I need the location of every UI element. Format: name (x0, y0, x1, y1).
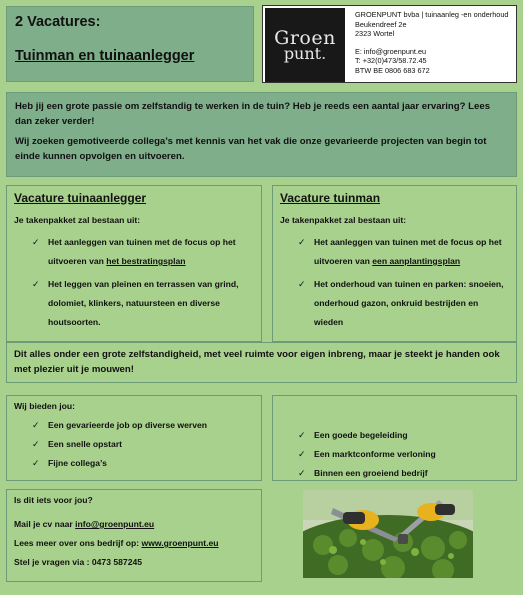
task-item: ✓ Het leggen van pleinen en terrassen van grind, dolomiet, klinkers, natuursteen en diverse houtsoorten. (14, 275, 254, 332)
vacancy-title: Vacature tuinman (280, 191, 381, 205)
check-icon: ✓ (32, 237, 40, 247)
logo-word-1: Groen (274, 26, 336, 49)
website-link[interactable]: www.groenpunt.eu (141, 538, 219, 548)
task-item: ✓ Het aanleggen van tuinen met de focus op het uitvoeren van het bestratingsplan (14, 233, 254, 271)
check-icon: ✓ (32, 439, 40, 449)
check-icon: ✓ (32, 458, 40, 468)
vacancy-gardener (272, 185, 517, 342)
page-title: Tuinman en tuinaanlegger (15, 48, 195, 64)
offer-list (14, 416, 254, 473)
task-list (280, 233, 509, 332)
task-item: ✓ Het aanleggen van tuinen met de focus op het uitvoeren van een aanplantingsplan (280, 233, 509, 271)
intro-box (6, 92, 517, 177)
company-card (262, 5, 517, 83)
title-count: 2 Vacatures: (15, 14, 101, 30)
vacancy-title: Vacature tuinaanlegger (14, 191, 147, 205)
offer-list (280, 426, 509, 483)
contact-web-line: Lees meer over ons bedrijf op: www.groenpunt.eu (14, 538, 219, 548)
company-vat: BTW BE 0806 683 672 (355, 65, 430, 75)
check-icon: ✓ (32, 279, 40, 289)
company-name: GROENPUNT bvba | tuinaanleg -en onderhoud (355, 10, 509, 19)
check-icon: ✓ (298, 449, 306, 459)
hedge-trimming-photo (303, 490, 473, 578)
hedge-photo-illustration (303, 490, 473, 578)
contact-box (6, 489, 262, 582)
company-info (345, 8, 508, 82)
contact-question: Is dit iets voor jou? (14, 495, 93, 505)
logo-dot: . (321, 43, 327, 63)
check-icon: ✓ (32, 420, 40, 430)
contact-phone: Stel je vragen via : 0473 587245 (14, 557, 143, 567)
plan-highlight: het bestratingsplan (106, 256, 186, 266)
vacancy-lead: Je takenpakket zal bestaan uit: (14, 215, 141, 225)
task-list (14, 233, 254, 332)
offer-item: ✓ Een marktconforme verloning (280, 445, 509, 464)
company-city: 2323 Wortel (355, 29, 395, 39)
company-phone: T: +32(0)473/58.72.45 (355, 56, 427, 66)
vacancy-lead: Je takenpakket zal bestaan uit: (280, 215, 407, 225)
offer-item: ✓ Binnen een groeiend bedrijf (280, 464, 509, 483)
independence-note: Dit alles onder een grote zelfstandigheid, met veel ruimte voor eigen inbreng, maar je steekt je handen ook met plezier uit je mouwen! (6, 342, 517, 383)
offer-box-right (272, 395, 517, 481)
check-icon: ✓ (298, 468, 306, 478)
offer-item: ✓ Fijne collega’s (14, 454, 254, 473)
check-icon: ✓ (298, 237, 306, 247)
check-icon: ✓ (298, 430, 306, 440)
intro-paragraph-2: Wij zoeken gemotiveerde collega’s met kennis van het vak die onze gevarieerde projecten van begin tot einde kunnen opvolgen en uitvoeren. (15, 136, 487, 162)
offer-item: ✓ Een snelle opstart (14, 435, 254, 454)
contact-mail-line: Mail je cv naar info@groenpunt.eu (14, 519, 155, 529)
groenpunt-logo (265, 8, 345, 82)
intro-paragraph-1: Heb jij een grote passie om zelfstandig te werken in de tuin? Heb je reeds een aantal jaar ervaring? Lees dan zeker verder! (15, 101, 491, 127)
title-box (6, 6, 254, 82)
task-item: ✓ Het onderhoud van tuinen en parken: snoeien, onderhoud gazon, onkruid bestrijden en wieden (280, 275, 509, 332)
check-icon: ✓ (298, 279, 306, 289)
email-link[interactable]: info@groenpunt.eu (75, 519, 155, 529)
plan-highlight: een aanplantingsplan (372, 256, 461, 266)
offer-item: ✓ Een goede begeleiding (280, 426, 509, 445)
offer-box-left (6, 395, 262, 481)
offer-lead: Wij bieden jou: (14, 401, 76, 411)
logo-word-2: punt. (283, 43, 327, 63)
vacancy-gardener-builder (6, 185, 262, 342)
offer-item: ✓ Een gevarieerde job op diverse werven (14, 416, 254, 435)
company-email: E: info@groenpunt.eu (355, 46, 427, 56)
company-street: Beukendreef 2e (355, 19, 407, 29)
